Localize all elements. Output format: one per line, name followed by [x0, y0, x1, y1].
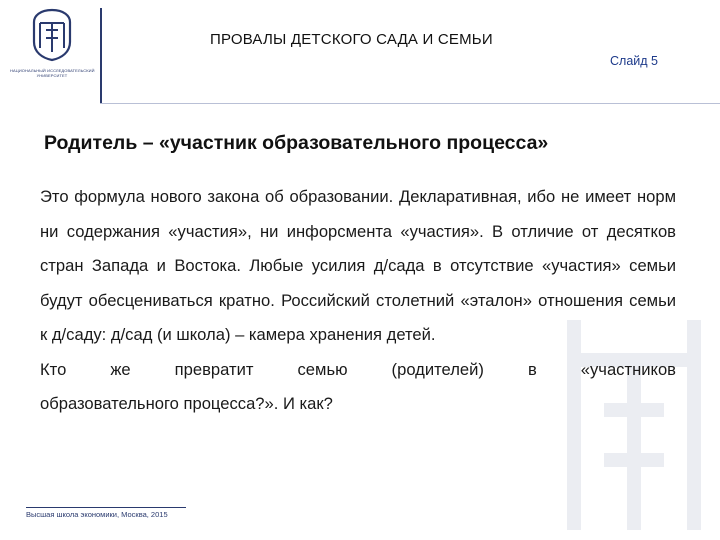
hse-logo	[10, 8, 94, 100]
hse-emblem-icon	[30, 8, 74, 62]
body-paragraph-1: Это формула нового закона об образовании. Декларативная, ибо не имеет норм ни содержания «участия», ни инфорсмента «участия». В отличие от десятков стран Запада и Востока. Любые усилия д/сада в отсутствие «участия» семьи будут обесцениваться кратно. Российский столетний «эталон» отношения семьи к д/саду: д/сад (и школа) – камера хранения детей.	[40, 187, 676, 344]
logo-caption-line2: УНИВЕРСИТЕТ	[36, 73, 68, 78]
body-text	[40, 180, 676, 422]
logo-caption-line1: НАЦИОНАЛЬНЫЙ ИССЛЕДОВАТЕЛЬСКИЙ	[10, 68, 95, 73]
slide-number: Слайд 5	[610, 54, 658, 68]
footer-text: Высшая школа экономики, Москва, 2015	[26, 510, 168, 519]
header-vertical-divider	[100, 8, 102, 104]
slide-header-title: ПРОВАЛЫ ДЕТСКОГО САДА И СЕМЬИ	[210, 31, 493, 48]
body-paragraph-2-line-1: Кто же превратит семью (родителей) в «участников	[40, 359, 676, 379]
body-paragraph-2-line-2: образовательного процесса?». И как?	[40, 394, 333, 413]
slide-subtitle: Родитель – «участник образовательного процесса»	[44, 132, 549, 154]
footer-divider	[26, 507, 186, 508]
header-horizontal-divider	[100, 103, 720, 104]
